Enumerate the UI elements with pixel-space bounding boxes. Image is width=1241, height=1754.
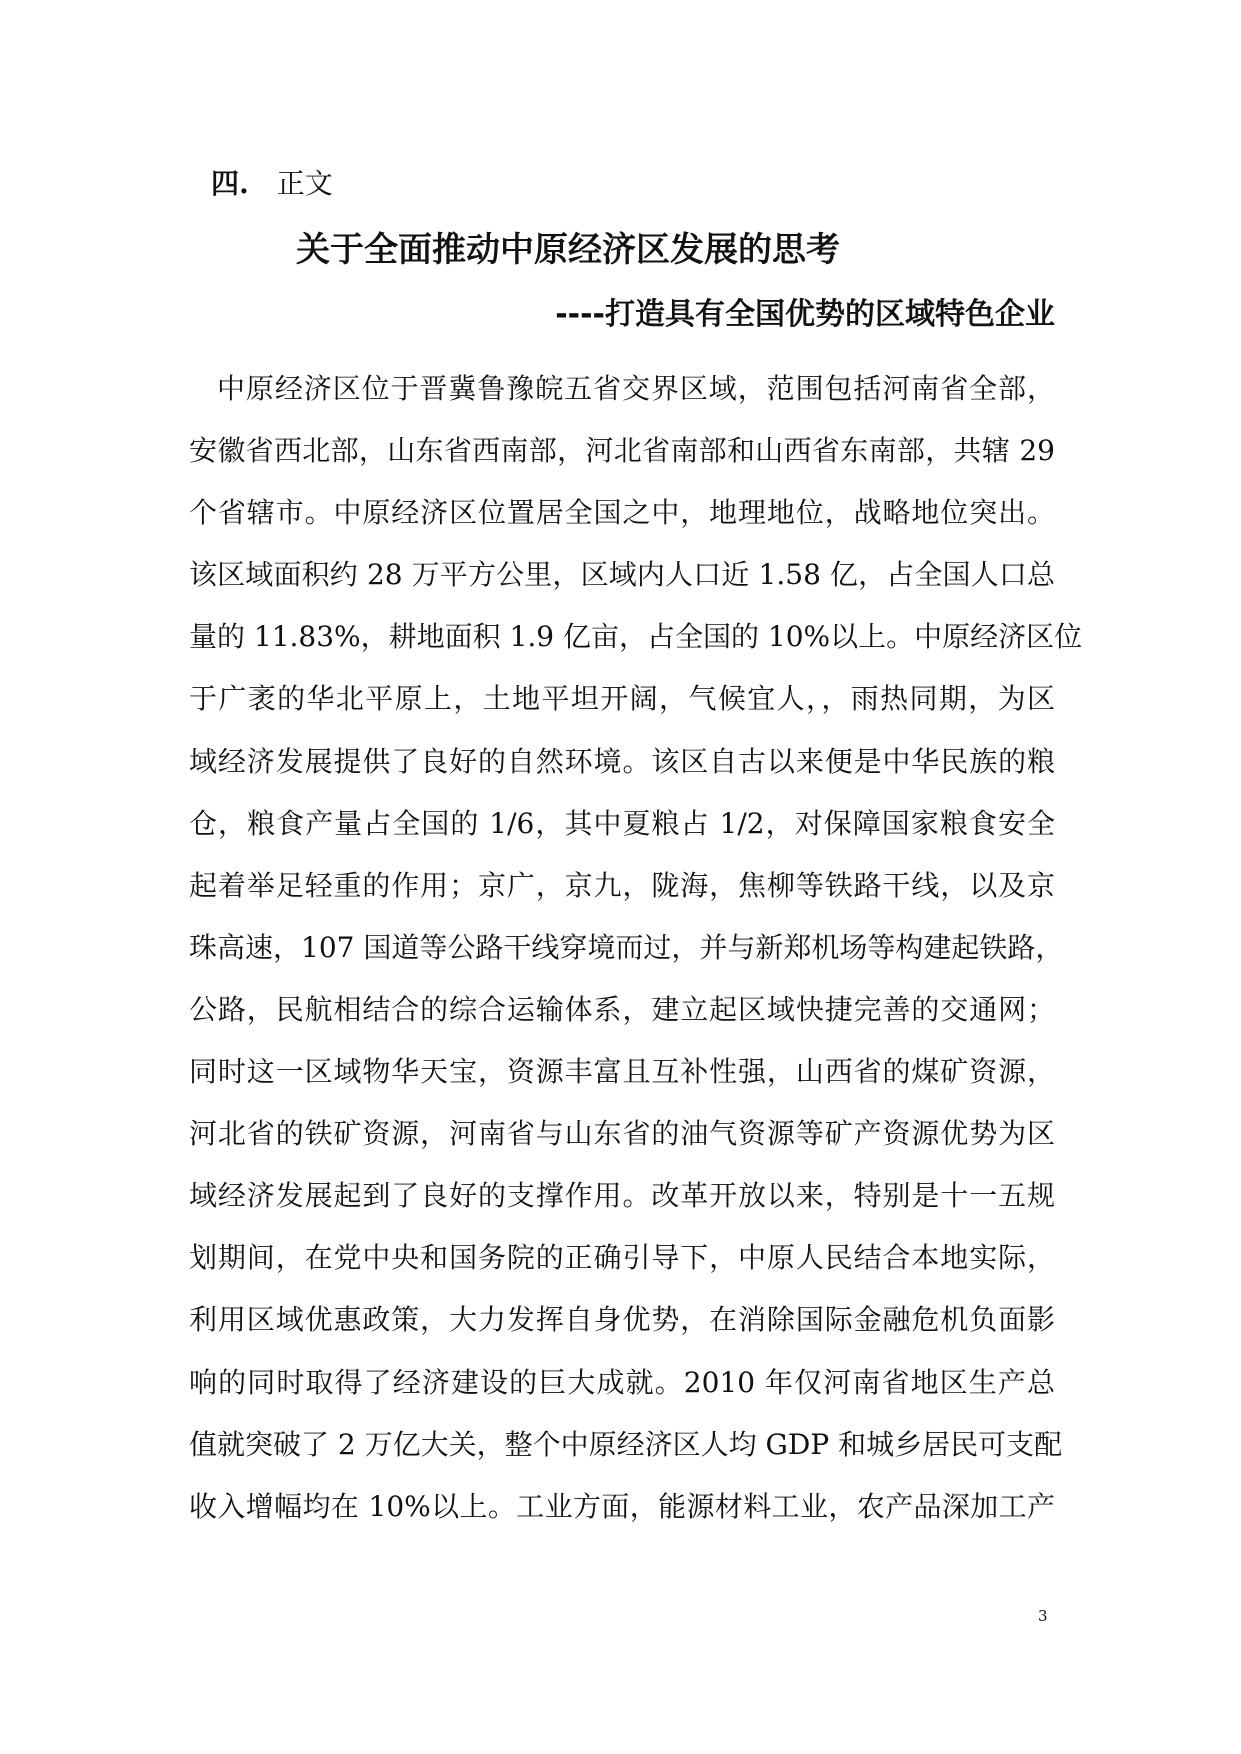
body-line: 个省辖市。中原经济区位置居全国之中，地理地位，战略地位突出。 bbox=[189, 496, 1055, 530]
document-subtitle: ----打造具有全国优势的区域特色企业 bbox=[555, 297, 1055, 332]
body-line: 同时这一区域物华天宝，资源丰富且互补性强，山西省的煤矿资源， bbox=[189, 1055, 1055, 1089]
body-line: 利用区域优惠政策，大力发挥自身优势，在消除国际金融危机负面影 bbox=[189, 1303, 1055, 1337]
section-title: 正文 bbox=[276, 167, 333, 200]
body-line: 划期间，在党中央和国务院的正确引导下，中原人民结合本地实际， bbox=[189, 1241, 1055, 1275]
body-line: 起着举足轻重的作用；京广，京九，陇海，焦柳等铁路干线，以及京 bbox=[189, 868, 1055, 902]
body-line: 安徽省西北部，山东省西南部，河北省南部和山西省东南部，共辖 29 bbox=[189, 434, 1055, 468]
body-line: 量的 11.83%，耕地面积 1.9 亿亩，占全国的 10%以上。中原经济区位 bbox=[189, 620, 1083, 654]
body-line: 珠高速，107 国道等公路干线穿境而过，并与新郑机场等构建起铁路， bbox=[189, 930, 1064, 964]
body-line: 域经济发展起到了良好的支撑作用。改革开放以来，特别是十一五规 bbox=[189, 1179, 1055, 1213]
body-line: 该区域面积约 28 万平方公里，区域内人口近 1.58 亿，占全国人口总 bbox=[189, 558, 1055, 592]
section-heading bbox=[211, 166, 333, 202]
body-line: 仓，粮食产量占全国的 1/6，其中夏粮占 1/2，对保障国家粮食安全 bbox=[189, 806, 1055, 840]
body-line: 响的同时取得了经济建设的巨大成就。2010 年仅河南省地区生产总 bbox=[189, 1365, 1055, 1399]
section-number: 四. bbox=[211, 167, 249, 200]
body-line: 河北省的铁矿资源，河南省与山东省的油气资源等矿产资源优势为区 bbox=[189, 1117, 1055, 1151]
page-number: 3 bbox=[1038, 1607, 1048, 1625]
body-line: 于广袤的华北平原上，土地平坦开阔，气候宜人，，雨热同期，为区 bbox=[189, 682, 1055, 716]
body-paragraph bbox=[189, 358, 1083, 1538]
body-line: 公路，民航相结合的综合运输体系，建立起区域快捷完善的交通网； bbox=[189, 992, 1055, 1026]
document-title: 关于全面推动中原经济区发展的思考 bbox=[296, 230, 840, 270]
body-line: 值就突破了 2 万亿大关，整个中原经济区人均 GDP 和城乡居民可支配 bbox=[189, 1427, 1063, 1461]
body-line: 域经济发展提供了良好的自然环境。该区自古以来便是中华民族的粮 bbox=[189, 744, 1055, 778]
body-line: 中原经济区位于晋冀鲁豫皖五省交界区域，范围包括河南省全部， bbox=[217, 372, 1055, 405]
body-line: 收入增幅均在 10%以上。工业方面，能源材料工业，农产品深加工产 bbox=[189, 1489, 1055, 1523]
